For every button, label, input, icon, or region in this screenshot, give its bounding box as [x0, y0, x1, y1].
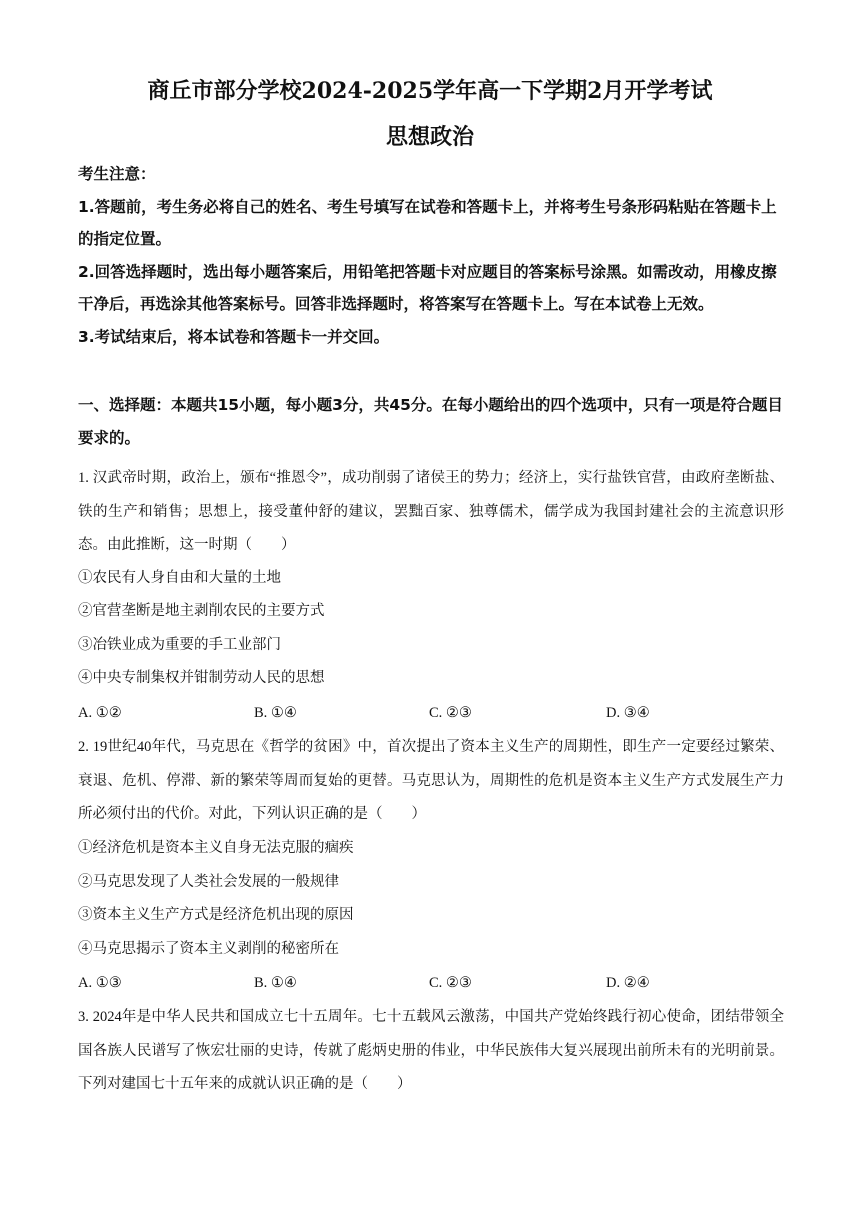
choice-a: A. ①③ [78, 975, 122, 991]
choice-a: A. ①② [78, 705, 122, 721]
exam-title: 商丘市部分学校2024-2025学年高一下学期2月开学考试 [147, 78, 713, 104]
notice-block [78, 158, 788, 353]
notice-item: 1.答题前，考生务必将自己的姓名、考生号填写在试卷和答题卡上，并将考生号条形码粘贴在答题卡上的指定位置。 [78, 197, 777, 248]
subject-title: 思想政治 [385, 124, 474, 150]
question-option: ①经济危机是资本主义自身无法克服的痼疾 [78, 840, 354, 856]
section-heading: 一、选择题：本题共15小题，每小题3分，共45分。在每小题给出的四个选项中，只有一项是符合题目要求的。 [78, 396, 783, 447]
choice-d: D. ③④ [606, 705, 650, 721]
question-option: ④中央专制集权并钳制劳动人民的思想 [78, 670, 325, 686]
question-option: ③资本主义生产方式是经济危机出现的原因 [78, 907, 354, 923]
question-option: ②官营垄断是地主剥削农民的主要方式 [78, 603, 325, 619]
choice-b: B. ①④ [254, 705, 297, 721]
choice-b: B. ①④ [254, 975, 297, 991]
question-stem: 3. 2024年是中华人民共和国成立七十五周年。七十五载风云激荡，中国共产党始终践行初心使命，团结带领全国各族人民谱写了恢宏壮丽的史诗，传就了彪炳史册的伟业，中华民族伟大复兴展现出前所未有的光明前景。下列对建国七十五年来的成就认识正确的是（ ） [78, 1009, 784, 1092]
notice-item: 2.回答选择题时，选出每小题答案后，用铅笔把答题卡对应题目的答案标号涂黑。如需改动，用橡皮擦干净后，再选涂其他答案标号。回答非选择题时，将答案写在答题卡上。写在本试卷上无效。 [78, 262, 777, 313]
choice-d: D. ②④ [606, 975, 650, 991]
question-option: ①农民有人身自由和大量的土地 [78, 570, 281, 586]
notice-item: 3.考试结束后，将本试卷和答题卡一并交回。 [78, 327, 390, 346]
question-option: ④马克思揭示了资本主义剥削的秘密所在 [78, 941, 339, 957]
question-option: ②马克思发现了人类社会发展的一般规律 [78, 874, 339, 890]
question-stem: 1. 汉武帝时期，政治上，颁布“推恩令”，成功削弱了诸侯王的势力；经济上，实行盐铁官营，由政府垄断盐、铁的生产和销售；思想上，接受董仲舒的建议，罢黜百家、独尊儒术，儒学成为我国封建社会的主流意识形态。由此推断，这一时期（ ） [78, 470, 784, 553]
answer-choices [78, 697, 784, 731]
question-stem: 2. 19世纪40年代，马克思在《哲学的贫困》中，首次提出了资本主义生产的周期性，即生产一定要经过繁荣、衰退、危机、停滞、新的繁荣等周而复始的更替。马克思认为，周期性的危机是资本主义生产方式发展生产力所必须付出的代价。对此，下列认识正确的是（ ） [78, 739, 784, 822]
question-option: ③冶铁业成为重要的手工业部门 [78, 637, 281, 653]
notice-heading: 考生注意： [78, 165, 156, 183]
answer-choices [78, 967, 784, 1001]
choice-c: C. ②③ [429, 975, 472, 991]
choice-c: C. ②③ [429, 705, 472, 721]
